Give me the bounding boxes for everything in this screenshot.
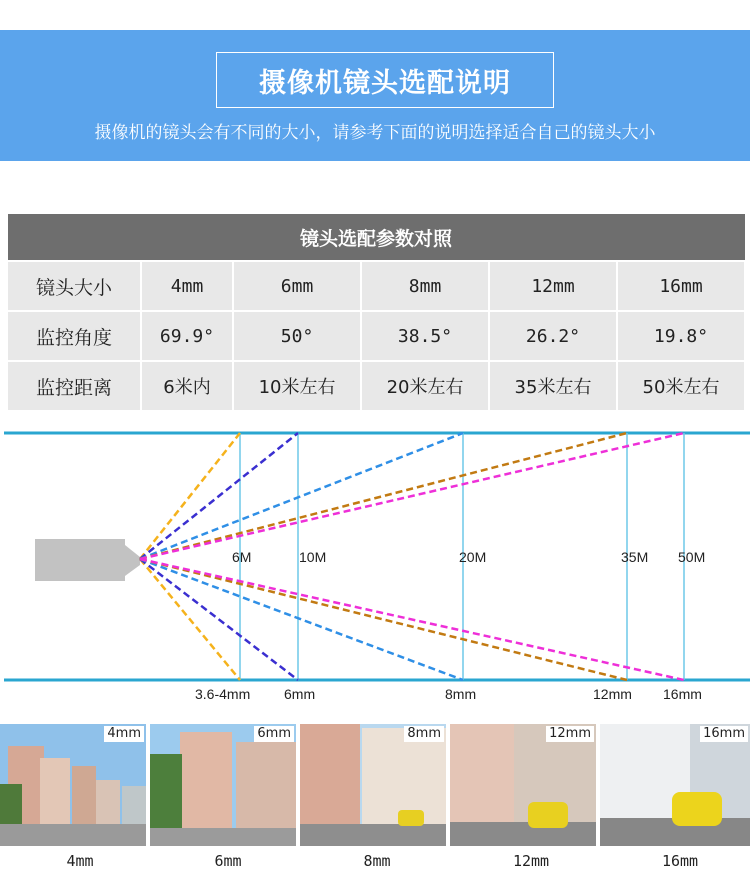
table-title: 镜头选配参数对照 xyxy=(7,214,745,262)
lens-label: 8mm xyxy=(445,686,477,702)
page-title: 摄像机镜头选配说明 xyxy=(216,52,554,108)
lens-label: 6mm xyxy=(284,686,316,702)
photo-tag: 6mm xyxy=(254,726,294,742)
table-cell: 4mm xyxy=(141,261,233,311)
sample-photo-4mm xyxy=(0,724,146,846)
distance-label: 35M xyxy=(621,549,649,565)
table-row xyxy=(7,311,745,361)
table-cell: 12mm xyxy=(489,261,617,311)
table-cell: 35米左右 xyxy=(489,361,617,411)
photo-caption: 6mm xyxy=(214,852,242,870)
fov-line-4mm xyxy=(140,433,240,559)
photo-caption: 4mm xyxy=(66,852,94,870)
field-of-view-diagram xyxy=(0,428,750,713)
distance-label: 50M xyxy=(678,549,706,565)
photo-tag: 8mm xyxy=(404,726,444,742)
page-subtitle: 摄像机的镜头会有不同的大小，请参考下面的说明选择适合自己的镜头大小 xyxy=(94,123,656,143)
fov-line-12mm xyxy=(140,559,627,680)
table-cell: 19.8° xyxy=(617,311,745,361)
camera-icon xyxy=(35,539,140,581)
row-label: 监控距离 xyxy=(7,361,141,411)
table-cell: 6mm xyxy=(233,261,361,311)
lens-label: 3.6-4mm xyxy=(195,686,251,702)
table-cell: 20米左右 xyxy=(361,361,489,411)
table-row xyxy=(7,361,745,411)
photo-caption: 16mm xyxy=(661,852,699,870)
sample-photo-16mm xyxy=(600,724,750,846)
photo-caption: 8mm xyxy=(363,852,391,870)
photo-tag: 4mm xyxy=(104,726,144,742)
row-label: 镜头大小 xyxy=(7,261,141,311)
photo-caption: 12mm xyxy=(512,852,550,870)
lens-label: 16mm xyxy=(663,686,702,702)
table-cell: 6米内 xyxy=(141,361,233,411)
fov-line-12mm xyxy=(140,433,627,559)
fov-line-4mm xyxy=(140,559,240,680)
row-label: 监控角度 xyxy=(7,311,141,361)
sample-photo-6mm xyxy=(150,724,296,846)
distance-label: 6M xyxy=(232,549,252,565)
table-cell: 8mm xyxy=(361,261,489,311)
sample-photos xyxy=(0,724,750,846)
table-cell: 69.9° xyxy=(141,311,233,361)
sample-photo-8mm xyxy=(300,724,446,846)
table-cell: 50° xyxy=(233,311,361,361)
lens-label: 12mm xyxy=(593,686,632,702)
photo-tag: 12mm xyxy=(546,726,594,742)
photo-tag: 16mm xyxy=(700,726,748,742)
distance-label: 10M xyxy=(299,549,327,565)
table-cell: 50米左右 xyxy=(617,361,745,411)
table-row xyxy=(7,261,745,311)
lens-spec-table xyxy=(6,213,746,412)
table-cell: 26.2° xyxy=(489,311,617,361)
distance-label: 20M xyxy=(459,549,487,565)
table-cell: 10米左右 xyxy=(233,361,361,411)
table-cell: 38.5° xyxy=(361,311,489,361)
header-banner xyxy=(0,30,750,161)
table-cell: 16mm xyxy=(617,261,745,311)
sample-photo-12mm xyxy=(450,724,596,846)
